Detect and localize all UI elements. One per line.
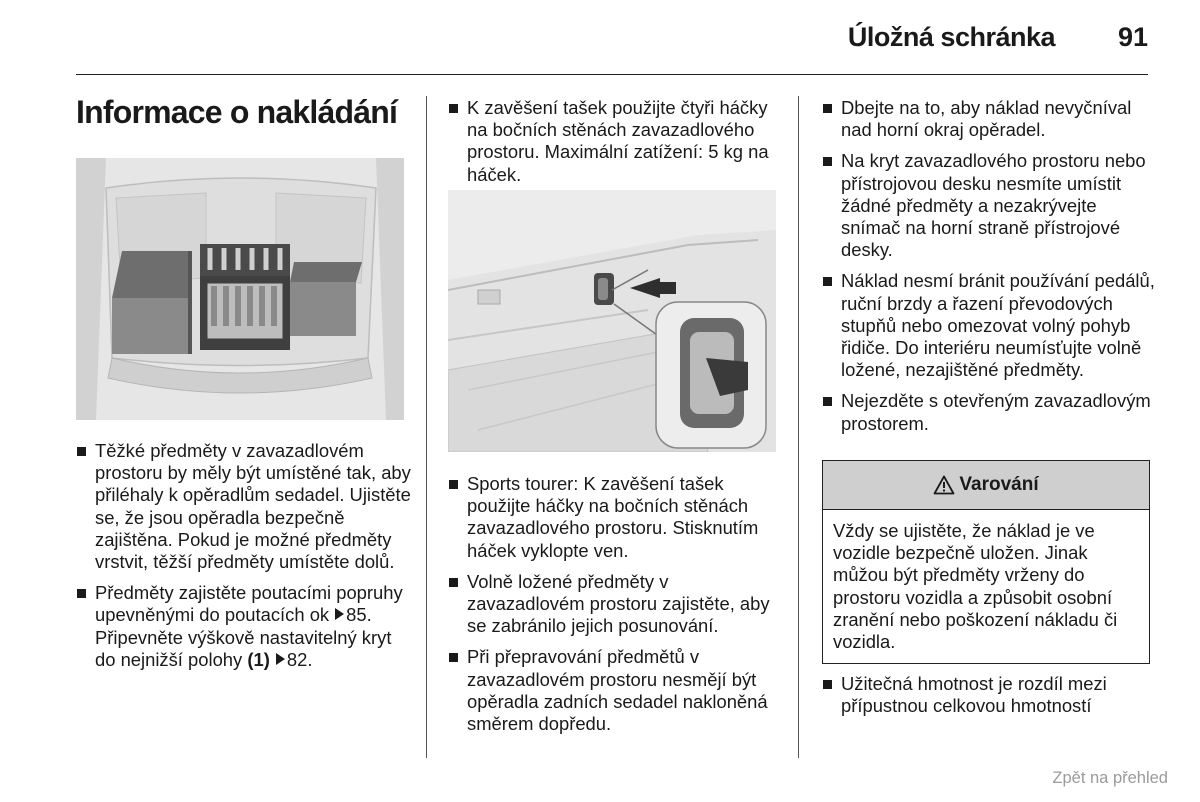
list-item bbox=[822, 150, 1158, 261]
warning-box bbox=[822, 460, 1150, 664]
square-bullet-icon bbox=[77, 447, 86, 456]
trunk-loading-illustration bbox=[76, 158, 404, 420]
square-bullet-icon bbox=[449, 480, 458, 489]
square-bullet-icon bbox=[823, 104, 832, 113]
column-divider-1 bbox=[426, 96, 427, 758]
position-label: (1) bbox=[247, 648, 270, 670]
square-bullet-icon bbox=[823, 277, 832, 286]
warning-title: Varování bbox=[959, 474, 1039, 495]
list-item bbox=[822, 390, 1158, 434]
back-to-overview-link[interactable]: Zpět na přehled bbox=[1052, 769, 1168, 787]
bag-hook-drawing bbox=[448, 190, 776, 452]
square-bullet-icon bbox=[449, 653, 458, 662]
list-item-text: Těžké předměty v zavazadlovém prostoru by měly být umístěné tak, aby přiléhaly k opěradlům sedadel. Ujistěte se, že jsou opěradla bezpečně zajištěna. Pokud je možné předměty vrstvit, těžší předměty umístěte dolů. bbox=[95, 440, 411, 573]
column-1 bbox=[76, 95, 412, 129]
list-item bbox=[822, 673, 1158, 717]
section-title: Informace o nakládání bbox=[76, 94, 398, 130]
list-item bbox=[448, 646, 784, 735]
square-bullet-icon bbox=[823, 680, 832, 689]
list-item-text: Užitečná hmotnost je rozdíl mezi přípustnou celkovou hmotností bbox=[841, 673, 1107, 717]
warning-triangle-icon bbox=[933, 475, 955, 495]
square-bullet-icon bbox=[77, 589, 86, 598]
list-item-text: Předměty zajistěte poutacími popruhy upevněnými do poutacích ok bbox=[95, 582, 403, 626]
list-item-text: Na kryt zavazadlového prostoru nebo přístrojovou desku nesmíte umístit žádné předměty a nezakrývejte snímač na horní straně přístrojové desky. bbox=[841, 150, 1146, 261]
bag-hook-illustration bbox=[448, 190, 776, 452]
page-reference-link[interactable]: 82 bbox=[286, 648, 308, 670]
page-number: 91 bbox=[1117, 22, 1148, 52]
list-item bbox=[76, 582, 412, 671]
square-bullet-icon bbox=[823, 397, 832, 406]
list-item-text: Při přepravování předmětů v zavazadlovém prostoru nesmějí být opěradla zadních sedadel nakloněná směrem dopředu. bbox=[467, 646, 768, 735]
column-3-list-bottom bbox=[822, 673, 1158, 726]
warning-text: Vždy se ujistěte, že náklad je ve vozidle bezpečně uložen. Jinak můžou být předměty vrženy do prostoru vozidla a způsobit osobní zranění nebo poškození nákladu či vozidla. bbox=[833, 520, 1118, 653]
column-2-list-top bbox=[448, 97, 784, 195]
square-bullet-icon bbox=[449, 578, 458, 587]
header-rule bbox=[76, 74, 1148, 75]
square-bullet-icon bbox=[449, 104, 458, 113]
column-2-list bbox=[448, 473, 784, 744]
list-item-text: Sports tourer: K zavěšení tašek použijte háčky na bočních stěnách zavazadlového prostoru. Stisknutím háček vyklopte ven. bbox=[467, 473, 759, 561]
list-item bbox=[448, 97, 784, 186]
list-item bbox=[822, 97, 1158, 141]
list-item-text: K zavěšení tašek použijte čtyři háčky na bočních stěnách zavazadlového prostoru. Maximální zatížení: 5 kg na háček. bbox=[467, 97, 769, 185]
list-item bbox=[448, 473, 784, 562]
page-reference-arrow-icon bbox=[276, 653, 285, 665]
warning-header bbox=[823, 461, 1149, 510]
list-item-text: Náklad nesmí bránit používání pedálů, ruční brzdy a řazení převodových stupňů nebo omezovat volný pohyb řidiče. Do interiéru neumísťujte volně ložené, nezajištěné předměty. bbox=[841, 270, 1155, 381]
trunk-loading-drawing bbox=[76, 158, 404, 420]
list-item bbox=[822, 270, 1158, 381]
page-reference-arrow-icon bbox=[335, 608, 344, 620]
header-title: Úložná schránka bbox=[847, 22, 1055, 52]
list-item-text: Dbejte na to, aby náklad nevyčníval nad horní okraj opěradel. bbox=[841, 97, 1132, 141]
page-reference-link[interactable]: 85 bbox=[346, 604, 367, 626]
list-item-text: . bbox=[307, 648, 313, 670]
list-item bbox=[76, 440, 412, 573]
column-1-list bbox=[76, 440, 412, 680]
list-item-text: Nejezděte s otevřeným zavazadlovým prostorem. bbox=[841, 390, 1151, 434]
list-item-text: . Připevněte výškově nastavitelný kryt do nejnižší polohy bbox=[95, 604, 392, 670]
square-bullet-icon bbox=[823, 157, 832, 166]
list-item bbox=[448, 571, 784, 638]
column-divider-2 bbox=[798, 96, 799, 758]
column-3-list-top bbox=[822, 97, 1158, 444]
list-item-text: Volně ložené předměty v zavazadlovém prostoru zajistěte, aby se zabránilo jejich posunování. bbox=[467, 570, 770, 637]
